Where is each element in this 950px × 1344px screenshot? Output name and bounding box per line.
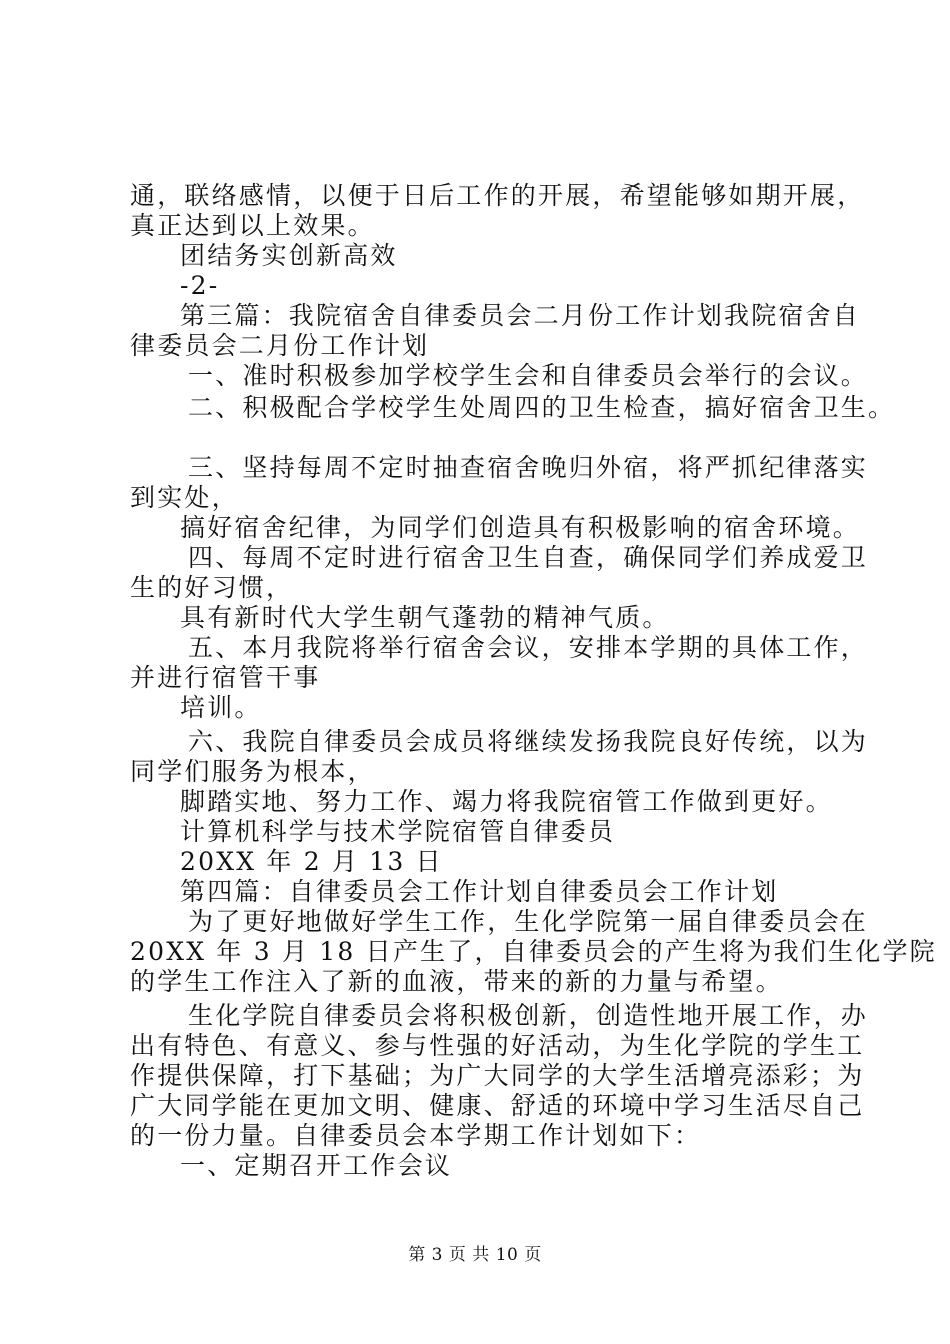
page-footer: 第 3 页 共 10 页 — [408, 1245, 542, 1265]
page-marker: -2- — [180, 271, 220, 300]
body-line: 到实处， — [130, 483, 239, 512]
body-line: 一、定期召开工作会议 — [180, 1151, 453, 1180]
body-line: 的学生工作注入了新的血液，带来的新的力量与希望。 — [130, 967, 783, 996]
body-line: 具有新时代大学生朝气蓬勃的精神气质。 — [180, 603, 670, 632]
body-line: 为了更好地做好学生工作，生化学院第一届自律委员会在 — [188, 907, 869, 936]
body-line: 真正达到以上效果。 — [130, 211, 375, 240]
body-line: 作提供保障，打下基础；为广大同学的大学生活增亮添彩；为 — [130, 1061, 865, 1090]
body-line: 的一份力量。自律委员会本学期工作计划如下： — [130, 1121, 702, 1150]
body-line: 培训。 — [180, 693, 262, 722]
body-line: 五、本月我院将举行宿舍会议，安排本学期的具体工作， — [188, 633, 869, 662]
body-line: 四、每周不定时进行宿舍卫生自查，确保同学们养成爱卫 — [188, 543, 869, 572]
body-line: 搞好宿舍纪律，为同学们创造具有积极影响的宿舍环境。 — [180, 513, 861, 542]
signature-line: 计算机科学与技术学院宿管自律委员 — [180, 817, 616, 846]
body-line: 脚踏实地、努力工作、竭力将我院宿管工作做到更好。 — [180, 787, 833, 816]
body-line: 三、坚持每周不定时抽查宿舍晚归外宿，将严抓纪律落实 — [188, 453, 869, 482]
body-line: 六、我院自律委员会成员将继续发扬我院良好传统，以为 — [188, 727, 869, 756]
body-line: 20XX 年 3 月 18 日产生了，自律委员会的产生将为我们生化学院 — [130, 937, 937, 966]
body-line: 一、准时积极参加学校学生会和自律委员会举行的会议。 — [188, 361, 869, 390]
body-line: 通，联络感情，以便于日后工作的开展，希望能够如期开展， — [130, 181, 865, 210]
section-heading: 第三篇：我院宿舍自律委员会二月份工作计划我院宿舍自 — [180, 301, 861, 330]
slogan-line: 团结务实创新高效 — [180, 241, 398, 270]
body-line: 二、积极配合学校学生处周四的卫生检查，搞好宿舍卫生。 — [188, 393, 896, 422]
body-line: 出有特色、有意义、参与性强的好活动，为生化学院的学生工 — [130, 1031, 865, 1060]
body-line: 并进行宿管干事 — [130, 663, 321, 692]
section-heading: 律委员会二月份工作计划 — [130, 331, 430, 360]
body-line: 广大同学能在更加文明、健康、舒适的环境中学习生活尽自己 — [130, 1091, 865, 1120]
date-line: 20XX 年 2 月 13 日 — [180, 847, 443, 876]
body-line: 同学们服务为根本， — [130, 757, 375, 786]
body-line: 生的好习惯， — [130, 573, 294, 602]
body-line: 生化学院自律委员会将积极创新，创造性地开展工作，办 — [188, 1001, 869, 1030]
section-heading: 第四篇：自律委员会工作计划自律委员会工作计划 — [180, 877, 779, 906]
